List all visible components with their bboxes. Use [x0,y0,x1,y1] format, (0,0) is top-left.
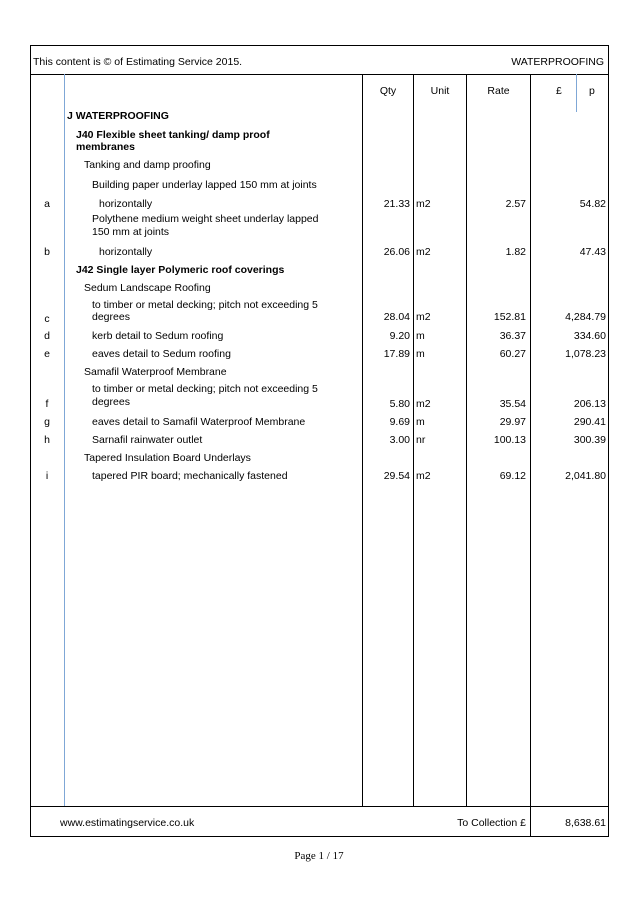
frame-top [30,45,609,46]
item-e-desc: eaves detail to Sedum roofing [92,348,231,360]
item-b-desc-line3: horizontally [99,246,153,258]
item-e-unit: m [416,348,425,360]
item-h-unit: nr [416,434,426,446]
item-c-label: c [44,313,50,325]
item-i-amount: 2,041.80 [565,470,606,482]
footer-website-link[interactable]: www.estimatingservice.co.uk [60,817,195,829]
col-sep-desc [362,74,363,806]
item-e-label: e [44,348,50,360]
item-g-qty: 9.69 [389,416,410,428]
footer-collection-total: 8,638.61 [565,817,606,829]
copyright-notice: This content is © of Estimating Service 2015. [33,56,243,68]
item-c-unit: m2 [416,311,431,323]
group-samafil: Samafil Waterproof Membrane [84,366,227,378]
item-f-label: f [45,398,49,410]
item-e-amount: 1,078.23 [565,348,606,360]
item-d-amount: 334.60 [573,330,606,342]
item-b-unit: m2 [416,246,431,258]
item-e-qty: 17.89 [383,348,410,360]
item-h-qty: 3.00 [389,434,410,446]
item-c-rate: 152.81 [493,311,526,323]
item-f-desc-line1: to timber or metal decking; pitch not exceeding 5 [92,383,318,395]
item-g-unit: m [416,416,425,428]
item-d-qty: 9.20 [389,330,410,342]
item-h-amount: 300.39 [573,434,606,446]
col-header-unit: Unit [430,85,450,97]
item-b-desc-line1: Polythene medium weight sheet underlay lapped [92,213,319,225]
item-c-qty: 28.04 [383,311,410,323]
col-sep-label [64,74,65,806]
subsection-j40-line2: membranes [76,141,135,153]
col-sep-qty [413,74,414,806]
item-a-qty: 21.33 [383,198,410,210]
item-i-unit: m2 [416,470,431,482]
item-d-unit: m [416,330,425,342]
item-d-rate: 36.37 [499,330,526,342]
item-h-label: h [44,434,50,446]
item-a-unit: m2 [416,198,431,210]
col-sep-rate [530,74,531,836]
item-b-label: b [44,246,50,258]
item-i-qty: 29.54 [383,470,410,482]
col-header-qty: Qty [379,85,397,97]
item-i-desc: tapered PIR board; mechanically fastened [92,470,288,482]
item-f-amount: 206.13 [573,398,606,410]
group-tapered: Tapered Insulation Board Underlays [84,452,251,464]
item-h-rate: 100.13 [493,434,526,446]
item-b-rate: 1.82 [505,246,526,258]
col-header-pence: p [589,85,595,97]
item-a-desc-line2: horizontally [99,198,153,210]
item-c-amount: 4,284.79 [565,311,606,323]
item-g-label: g [44,416,50,428]
col-sep-unit [466,74,467,806]
item-b-qty: 26.06 [383,246,410,258]
item-a-desc-line1: Building paper underlay lapped 150 mm at joints [92,179,317,191]
frame-bottom [30,836,609,837]
subsection-j42: J42 Single layer Polymeric roof coverings [76,264,285,276]
item-g-amount: 290.41 [573,416,606,428]
frame-right [608,45,609,837]
item-a-label: a [44,198,50,210]
col-header-pound: £ [556,85,562,97]
header-divider [30,74,609,75]
item-f-qty: 5.80 [389,398,410,410]
footer-divider [30,806,609,807]
footer-collection-label: To Collection £ [457,817,526,829]
section-heading: J WATERPROOFING [67,110,169,122]
item-f-desc-line2: degrees [92,396,130,408]
item-c-desc-line1: to timber or metal decking; pitch not exceeding 5 [92,299,318,311]
item-h-desc: Sarnafil rainwater outlet [92,434,203,446]
page-number: Page 1 / 17 [294,850,344,862]
item-i-label: i [45,470,49,482]
group-tanking: Tanking and damp proofing [84,159,211,171]
item-c-desc-line2: degrees [92,311,130,323]
item-f-unit: m2 [416,398,431,410]
item-e-rate: 60.27 [499,348,526,360]
subsection-j40-line1: J40 Flexible sheet tanking/ damp proof [76,129,270,141]
item-f-rate: 35.54 [499,398,526,410]
item-b-desc-line2: 150 mm at joints [92,226,170,238]
item-g-rate: 29.97 [499,416,526,428]
col-sep-pound-pence [576,74,577,112]
section-title: WATERPROOFING [511,56,604,68]
item-a-rate: 2.57 [505,198,526,210]
item-g-desc: eaves detail to Samafil Waterproof Membrane [92,416,306,428]
item-a-amount: 54.82 [579,198,606,210]
item-d-desc: kerb detail to Sedum roofing [92,330,224,342]
item-i-rate: 69.12 [499,470,526,482]
item-b-amount: 47.43 [579,246,606,258]
item-d-label: d [44,330,50,342]
col-header-rate: Rate [487,85,510,97]
group-sedum: Sedum Landscape Roofing [84,282,211,294]
